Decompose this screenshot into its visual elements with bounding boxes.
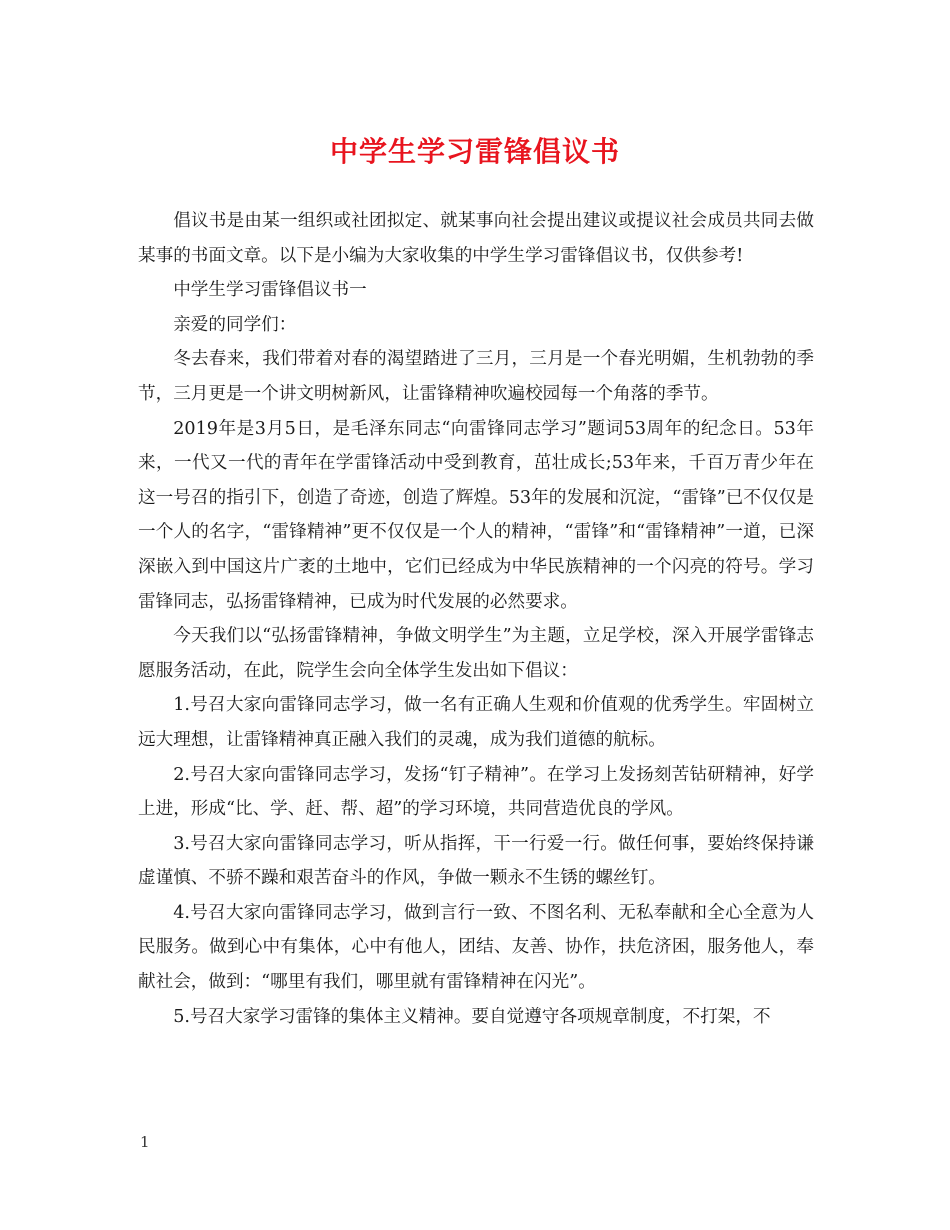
paragraph-body: 今天我们以“弘扬雷锋精神，争做文明学生”为主题，立足学校，深入开展学雷锋志愿服务活动，在此，院学生会向全体学生发出如下倡议： (138, 626, 814, 681)
document-title: 中学生学习雷锋倡议书 (329, 135, 620, 168)
paragraph-body: 2019年是3月5日，是毛泽东同志“向雷锋同志学习”题词53周年的纪念日。53年来，一代又一代的青年在学雷锋活动中受到教育，茁壮成长;53年来，千百万青少年在这一号召的指引下，创造了奇迹，创造了辉煌。53年的发展和沉淀，“雷锋”已不仅仅是一个人的名字，“雷锋精神”更不仅仅是一个人的精神，“雷锋”和“雷锋精神”一道，已深深嵌入到中国这片广袤的土地中，它们已经成为中华民族精神的一个闪亮的符号。学习雷锋同志，弘扬雷锋精神，已成为时代发展的必然要求。 (138, 418, 814, 612)
document-body (138, 204, 814, 1034)
paragraph-subheading: 中学生学习雷锋倡议书一 (173, 280, 367, 301)
page-number: 1 (140, 1133, 150, 1151)
paragraph-item: 1.号召大家向雷锋同志学习，做一名有正确人生观和价值观的优秀学生。牢固树立远大理想，让雷锋精神真正融入我们的灵魂，成为我们道德的航标。 (138, 695, 814, 750)
paragraph-item: 2.号召大家向雷锋同志学习，发扬“钉子精神”。在学习上发扬刻苦钻研精神，好学上进，形成“比、学、赶、帮、超”的学习环境，共同营造优良的学风。 (138, 764, 814, 820)
paragraph-item: 3.号召大家向雷锋同志学习，听从指挥，干一行爱一行。做任何事，要始终保持谦虚谨慎、不骄不躁和艰苦奋斗的作风，争做一颗永不生锈的螺丝钉。 (138, 833, 814, 889)
paragraph-item: 5.号召大家学习雷锋的集体主义精神。要自觉遵守各项规章制度，不打架，不 (173, 1006, 771, 1027)
paragraph-body: 冬去春来，我们带着对春的渴望踏进了三月，三月是一个春光明媚，生机勃勃的季节，三月更是一个讲文明树新风，让雷锋精神吹遍校园每一个角落的季节。 (138, 349, 814, 404)
paragraph-intro: 倡议书是由某一组织或社团拟定、就某事向社会提出建议或提议社会成员共同去做某事的书面文章。以下是小编为大家收集的中学生学习雷锋倡议书，仅供参考! (138, 211, 814, 266)
paragraph-item: 4.号召大家向雷锋同志学习，做到言行一致、不图名利、无私奉献和全心全意为人民服务。做到心中有集体，心中有他人，团结、友善、协作，扶危济困，服务他人，奉献社会，做到：“哪里有我们，哪里就有雷锋精神在闪光”。 (138, 902, 814, 993)
paragraph-salutation: 亲爱的同学们： (173, 314, 297, 335)
